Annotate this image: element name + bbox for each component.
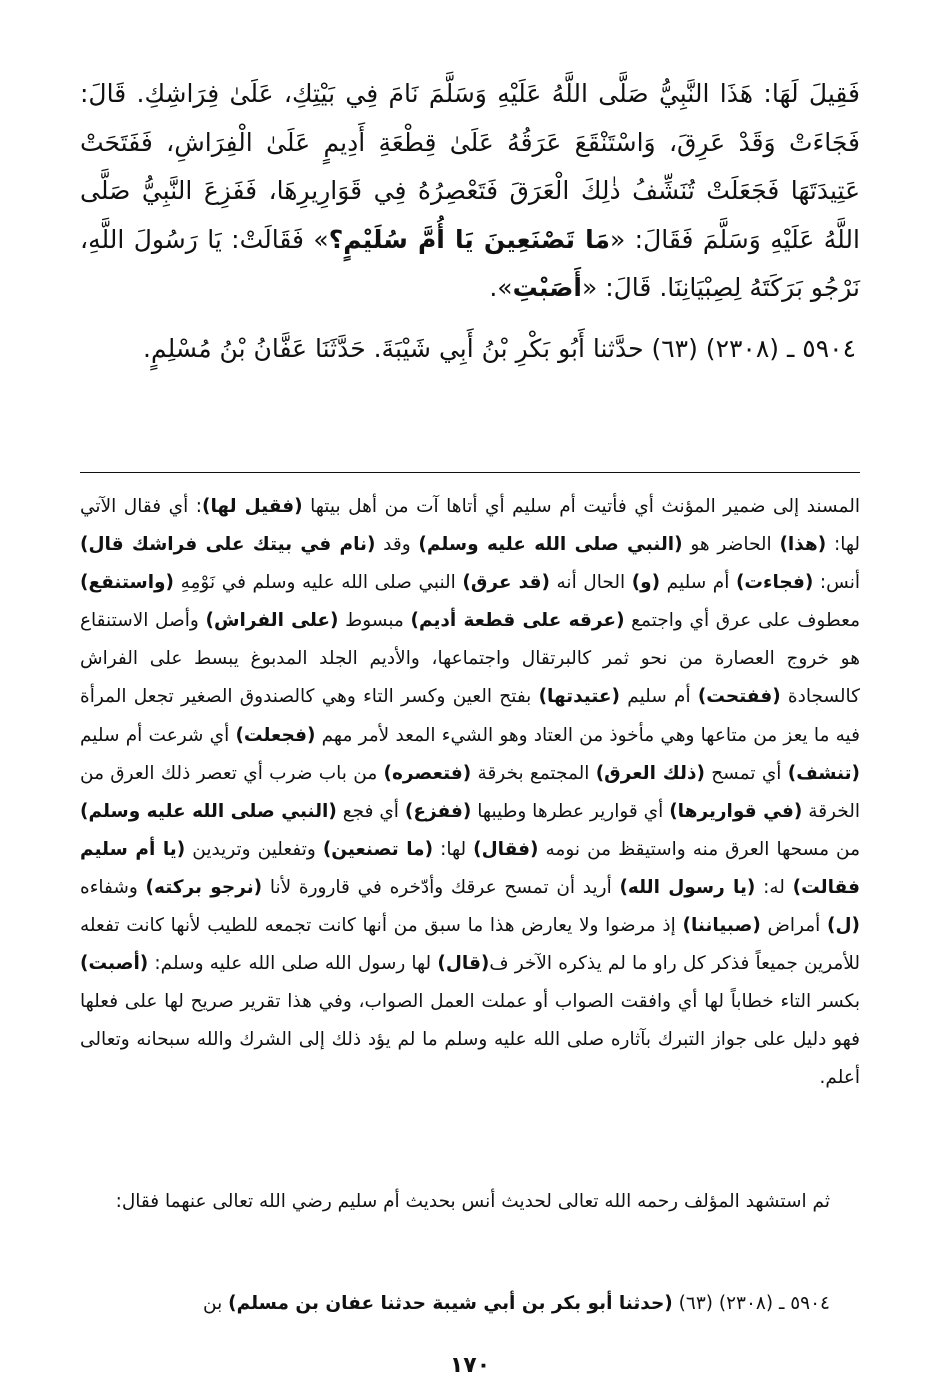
page-number: ١٧٠ <box>449 1353 491 1378</box>
commentary-quoted-term: (نام في بيتك على فراشك قال) <box>80 534 376 556</box>
commentary-run: أي قوارير عطرها وطيبها <box>471 800 670 822</box>
commentary-quoted-term: (ل) <box>827 915 860 937</box>
isnad-narrators: (حدثنا أبو بكر بن أبي شيبة حدثنا عفان بن مسلم) <box>228 1293 673 1314</box>
hadith-quote-1: مَا تَصْنَعِينَ يَا أُمَّ سُلَيْمٍ؟ <box>328 224 610 254</box>
isnad-chain-top: ٥٩٠٤ ـ (٢٣٠٨) (٦٣) حدَّثنا أَبُو بَكْرِ بْنُ أَبِي شَيْبَةَ. حَدَّثَنَا عَفَّانُ بْنُ مُسْلِمٍ. <box>143 333 856 363</box>
commentary-quoted-term: (على الفراش) <box>205 610 339 632</box>
commentary-quoted-term: (في قواريرها) <box>669 800 803 822</box>
commentary-run: أم سليم <box>660 572 736 594</box>
commentary-quoted-term: (ففتحت) <box>697 686 781 708</box>
commentary-run: المسند إلى ضمير المؤنث أي فأتيت أم سليم أي أتاها آت من أهل بيتها <box>302 496 860 517</box>
commentary-run: أريد أن تمسح عرقك وأدّخره في قارورة لأنا <box>262 876 620 898</box>
commentary-quoted-term: (ذلك العرق) <box>595 762 705 784</box>
commentary-run: مبسوط <box>338 610 411 632</box>
commentary-run: من باب ضرب أي تعصر ذلك العرق من الخرقة <box>80 762 860 822</box>
commentary-run: أم سليم <box>620 686 698 708</box>
hadith-part-3: ». <box>489 273 513 302</box>
commentary-quoted-term: (ففزع) <box>404 800 472 822</box>
commentary-quoted-term: (هذا) <box>779 534 827 556</box>
commentary-quoted-term: (النبي صلى الله عليه وسلم) <box>80 800 337 822</box>
commentary-quoted-term: (أصبت) <box>80 953 149 975</box>
commentary-run: وشفاءه <box>80 876 146 898</box>
commentary-quoted-term: (نرجو بركته) <box>145 876 263 898</box>
commentary-quoted-term: (و) <box>631 572 661 594</box>
commentary-run: أي شرعت أم سليم <box>80 724 236 746</box>
commentary-quoted-term: (فقيل لها) <box>201 496 303 517</box>
commentary-quoted-term: (فتعصره) <box>383 762 472 784</box>
commentary-quoted-term: (قد عرق) <box>462 572 550 594</box>
commentary-run: بفتح العين وكسر التاء وهي كالصندوق الصغير تجعل المرأة فيه ما يعز من متاعها وهي مأخوذ من العتاد وهو الشيء المعد لأمر مهم <box>80 686 860 746</box>
commentary-run: الحاضر هو <box>682 534 780 556</box>
commentary-run: لها: <box>433 838 474 860</box>
commentary-run: : أي فقال الآتي لها: <box>80 496 861 556</box>
commentary-quoted-term: (النبي صلى الله عليه وسلم) <box>418 534 683 556</box>
commentary-run: له: <box>755 876 793 898</box>
commentary-run: الحال أنه <box>549 572 632 594</box>
commentary-quoted-term: (فقال) <box>473 838 539 860</box>
commentary-run: وتفعلين وتريدين <box>185 838 323 860</box>
commentary-quoted-term: (عتيدتها) <box>538 686 621 708</box>
commentary-run: من مسحها العرق منه واستيقظ من نومه <box>538 838 860 860</box>
commentary-quoted-term: (عرقه على قطعة أديم) <box>410 610 625 632</box>
isnad-number: ٥٩٠٤ ـ (٢٣٠٨) (٦٣) <box>672 1293 830 1314</box>
commentary-run: وقد <box>375 534 419 556</box>
commentary-run: أي تمسح <box>704 762 788 784</box>
footnote-divider <box>80 472 860 473</box>
page-content <box>80 70 861 1378</box>
isnad-continuation: بن <box>203 1293 229 1314</box>
commentary-quoted-term: (يا رسول الله) <box>619 876 756 898</box>
commentary-run: بكسر التاء خطاباً لها أي وافقت الصواب أو عملت العمل الصواب، وفي هذا تقرير صريح لها على فعلها فهو دليل على جواز التبرك بآثاره صلى الله عليه وسلم ما لم يؤد ذلك إلى الشرك والله سبحانه وتعالى أعلم. <box>80 991 860 1089</box>
commentary-run: معطوف على عرق أي واجتمع <box>624 610 860 632</box>
commentary-quoted-term: (واستنقع) <box>80 572 174 594</box>
commentary-quoted-term: (صبياننا) <box>682 915 761 937</box>
commentary-quoted-term: (قال) <box>437 953 490 975</box>
commentary-run: إذ مرضوا ولا يعارض هذا ما سبق من أنها كانت تجمعه للطيب لأنها كانت تفعله للأمرين جميعاً فذكر كل راو ما لم يذكره الآخر ف <box>80 915 860 975</box>
commentary-run: أي فجع <box>336 800 405 822</box>
commentary-quoted-term: (ما تصنعين) <box>322 838 434 860</box>
commentary-quoted-term: (فجاءت) <box>735 572 814 594</box>
commentary-quoted-term: (تنشف) <box>787 762 860 784</box>
hadith-part-1: فَقِيلَ لَهَا: هَذَا النَّبِيُّ صَلَّى اللَّهُ عَلَيْهِ وَسَلَّمَ نَامَ فِي بَيْتِكِ، عَلَىٰ فِرَاشِكِ. قَالَ: فَجَاءَتْ وَقَدْ عَرِقَ، وَاسْتَنْقَعَ عَرَقُهُ عَلَىٰ قِطْعَةِ أَدِيمٍ عَلَىٰ الْفِرَاشِ، فَفَتَحَتْ عَتِيدَتَهَا فَجَعَلَتْ تُنَشِّفُ ذٰلِكَ الْعَرَقَ فَتَعْصِرُهُ فِي قَوَارِيرِهَا، فَفَزِعَ النَّبِيُّ صَلَّى اللَّهُ عَلَيْهِ وَسَلَّمَ فَقَالَ: « <box>80 79 860 254</box>
commentary-run: وأصل الاستنقاع هو خروج العصارة من نحو ثمر كالبرتقال واجتماعها، والأديم الجلد المدبوغ يبسط على الفراش كالسجادة <box>80 610 860 708</box>
commentary-quoted-term: (فجعلت) <box>235 724 316 746</box>
commentary-run: أمراض <box>760 915 828 937</box>
commentary-quoted-term: (يا أم سليم فقالت) <box>80 838 860 898</box>
hadith-part-2: » فَقَالَتْ: يَا رَسُولَ اللَّهِ، نَرْجُو بَرَكَتَهُ لِصِبْيَانِنَا. قَالَ: « <box>80 224 860 302</box>
transition-paragraph: ثم استشهد المؤلف رحمه الله تعالى لحديث أنس بحديث أم سليم رضي الله تعالى عنهما فقال: <box>115 1191 830 1212</box>
hadith-text <box>80 70 860 313</box>
hadith-quote-2: أَصَبْتِ <box>512 273 582 302</box>
isnad-chain-bottom <box>80 1285 860 1323</box>
commentary-run: المجتمع بخرقة <box>471 762 596 784</box>
commentary-text <box>80 488 860 1098</box>
commentary-run: النبي صلى الله عليه وسلم في نَوْمِهِ <box>174 572 463 594</box>
commentary-run: لها رسول الله صلى الله عليه وسلم: <box>148 953 438 975</box>
commentary-run: أنس: <box>813 572 861 594</box>
